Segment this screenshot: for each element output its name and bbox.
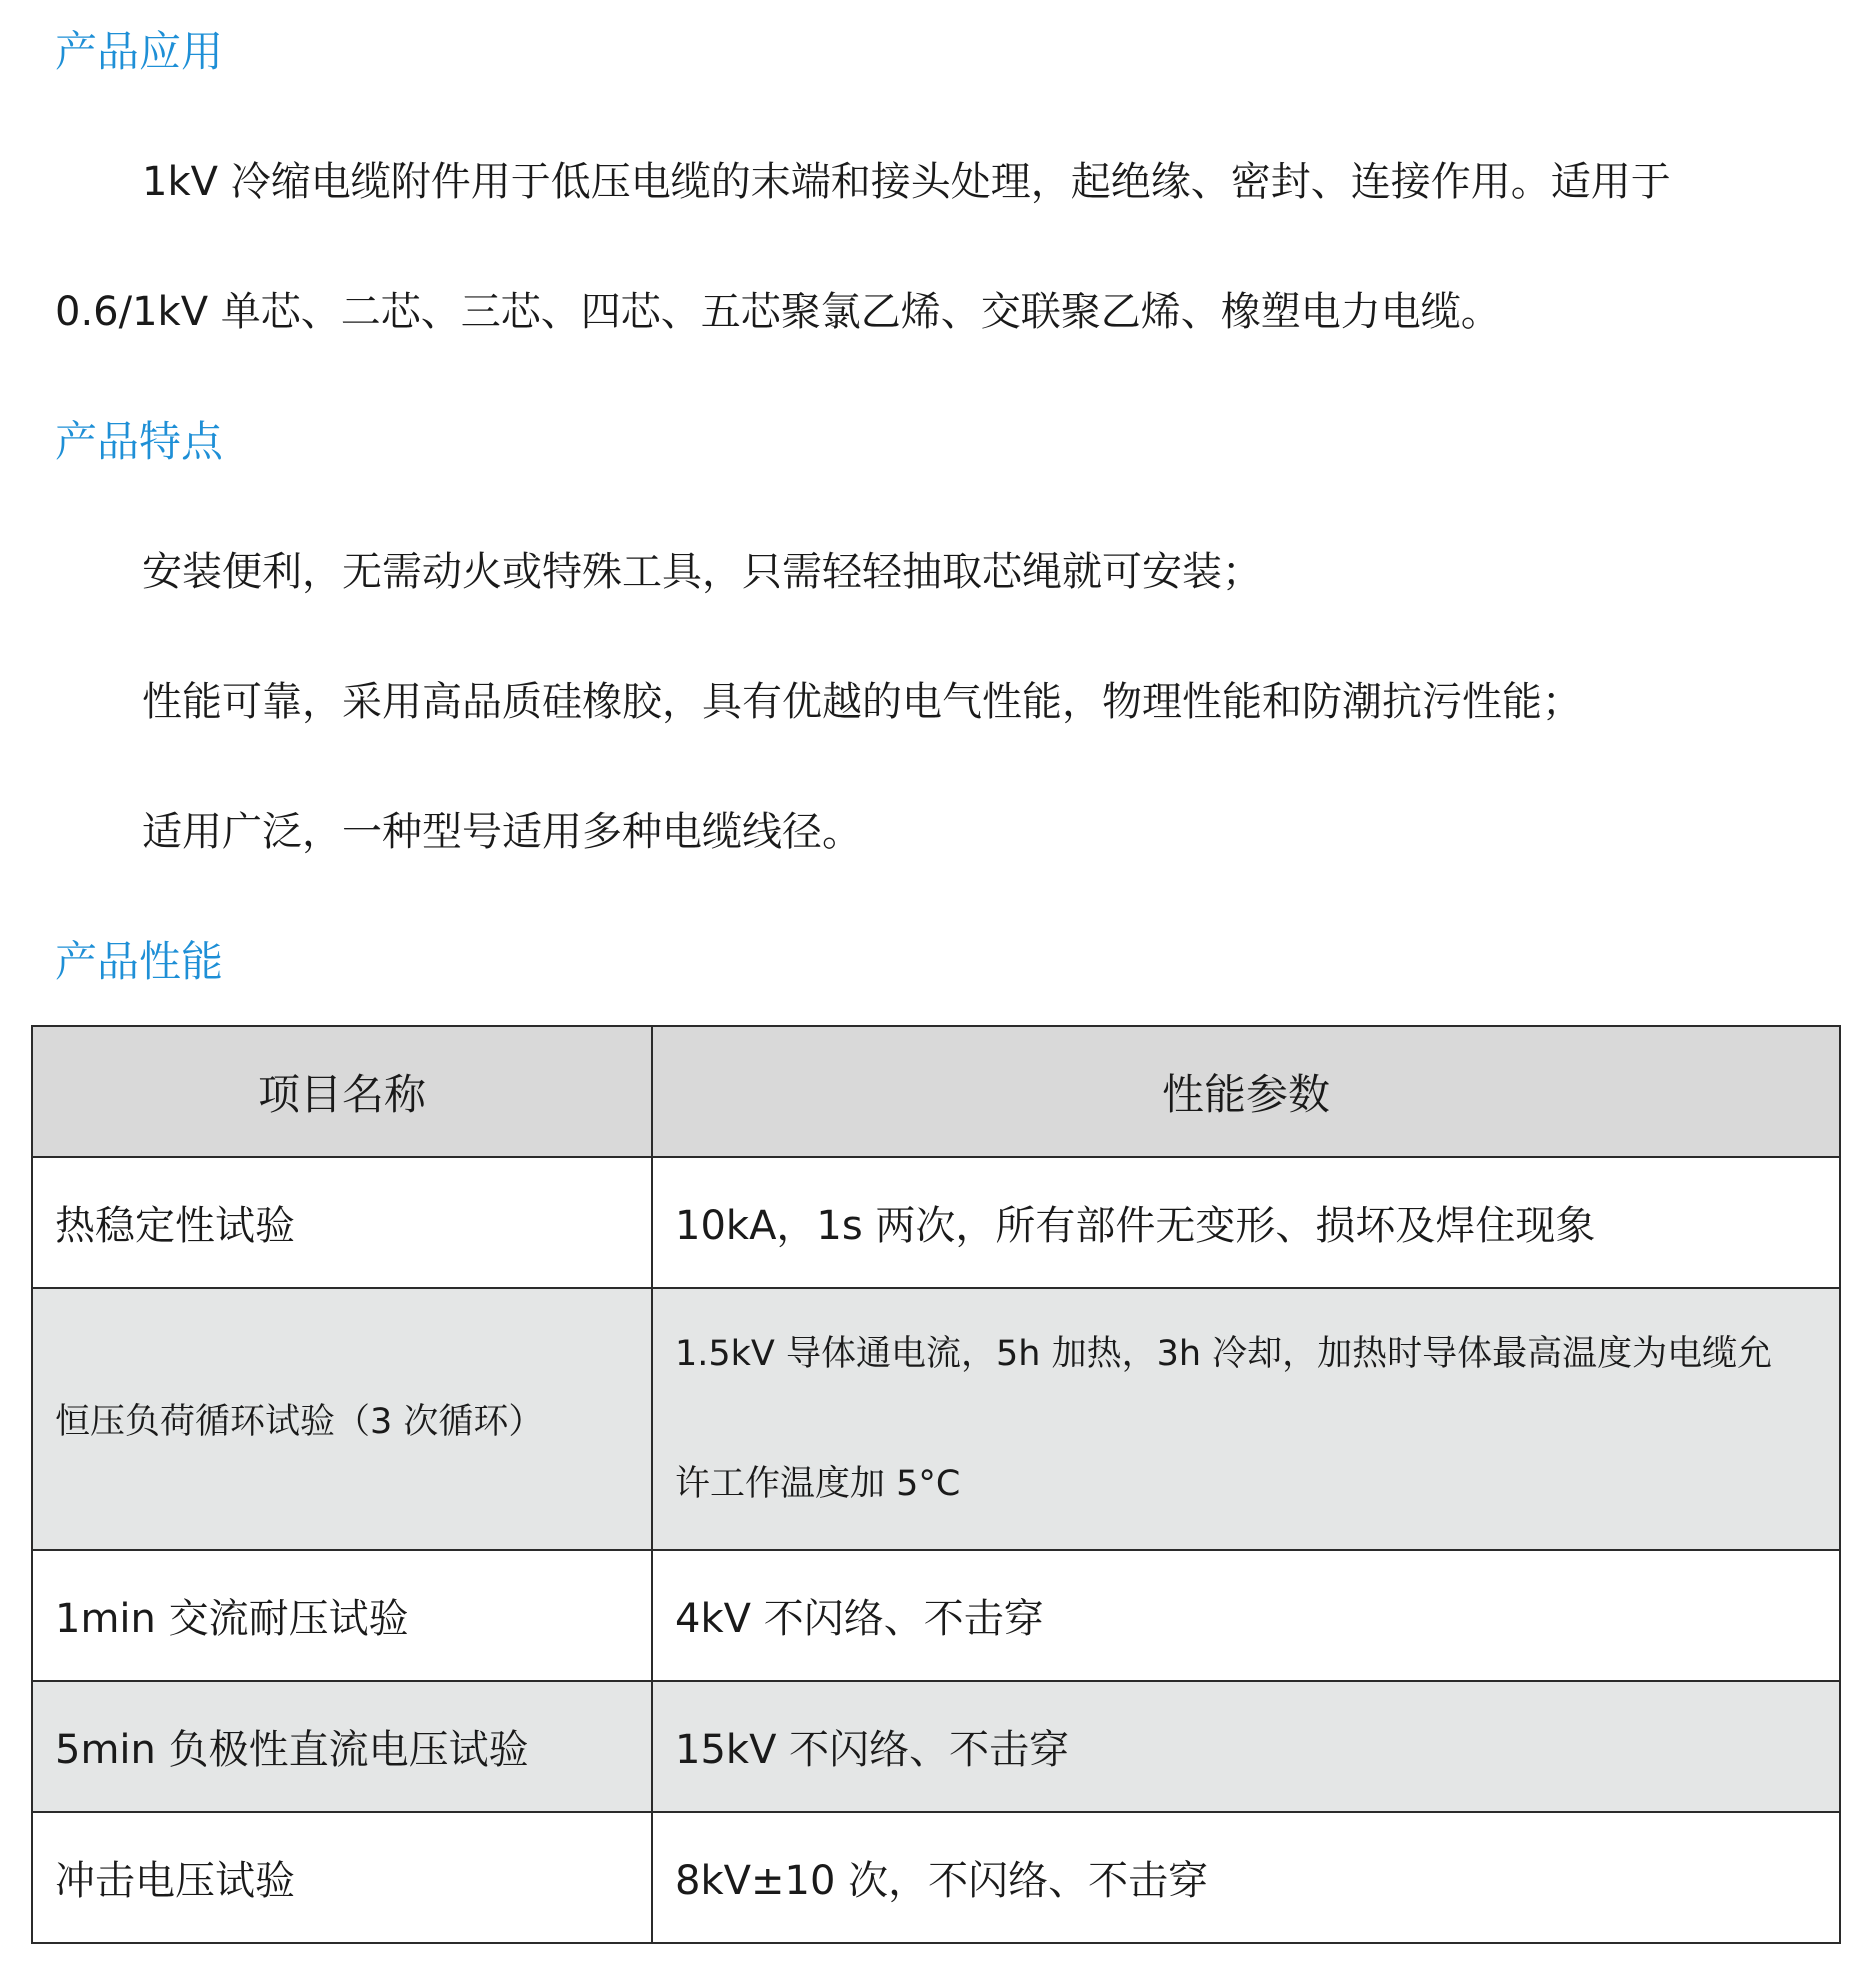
row-item-name: 5min 负极性直流电压试验 — [32, 1681, 652, 1812]
table-header-row — [32, 1026, 1840, 1157]
header-item-name: 项目名称 — [32, 1026, 652, 1157]
table-row — [32, 1681, 1840, 1812]
row-parameter: 4kV 不闪络、不击穿 — [652, 1550, 1840, 1681]
table-row — [32, 1550, 1840, 1681]
section-title-performance: 产品性能 — [55, 937, 224, 986]
row-parameter-line2: 许工作温度加 5°C — [675, 1464, 961, 1504]
row-parameter: 10kA，1s 两次，所有部件无变形、损坏及焊住现象 — [652, 1157, 1840, 1288]
section-title-features: 产品特点 — [55, 417, 224, 466]
row-parameter: 15kV 不闪络、不击穿 — [652, 1681, 1840, 1812]
application-text-line1: 1kV 冷缩电缆附件用于低压电缆的末端和接头处理，起绝缘、密封、连接作用。适用于 — [142, 159, 1671, 205]
row-parameter — [652, 1288, 1840, 1550]
section-title-application: 产品应用 — [55, 27, 224, 76]
table-row — [32, 1288, 1840, 1550]
row-item-name: 恒压负荷循环试验（3 次循环） — [32, 1288, 652, 1550]
application-text-line2: 0.6/1kV 单芯、二芯、三芯、四芯、五芯聚氯乙烯、交联聚乙烯、橡塑电力电缆。 — [55, 289, 1501, 335]
row-item-name: 1min 交流耐压试验 — [32, 1550, 652, 1681]
table-row — [32, 1157, 1840, 1288]
row-item-name: 冲击电压试验 — [32, 1812, 652, 1943]
row-parameter: 8kV±10 次，不闪络、不击穿 — [652, 1812, 1840, 1943]
row-parameter-line1: 1.5kV 导体通电流，5h 加热，3h 冷却，加热时导体最高温度为电缆允 — [675, 1334, 1773, 1374]
header-parameter: 性能参数 — [652, 1026, 1840, 1157]
table-row — [32, 1812, 1840, 1943]
feature-item-1: 安装便利，无需动火或特殊工具，只需轻轻抽取芯绳就可安装； — [142, 549, 1262, 595]
feature-item-3: 适用广泛，一种型号适用多种电缆线径。 — [142, 809, 862, 855]
feature-item-2: 性能可靠，采用高品质硅橡胶，具有优越的电气性能，物理性能和防潮抗污性能； — [142, 679, 1582, 725]
performance-table — [31, 1025, 1841, 1944]
row-item-name: 热稳定性试验 — [32, 1157, 652, 1288]
